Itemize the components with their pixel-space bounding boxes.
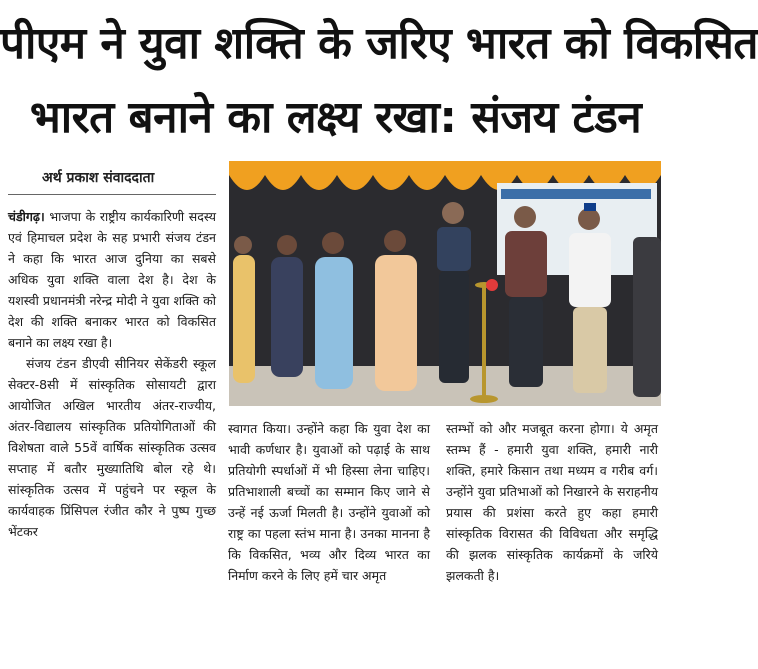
paragraph-1-text: भाजपा के राष्ट्रीय कार्यकारिणी सदस्य एवं हिमाचल प्रदेश के सह प्रभारी संजय टंडन ने कहा कि भारत आज दुनिया का सबसे अधिक युवा शक्ति वाला देश है। देश के यशस्वी प्रधानमंत्री नरेन्द्र मोदी ने युवा शक्ति को देश की शक्ति बनाकर भारत को विकसित बनाने का लक्ष्य रखा है। <box>8 209 216 350</box>
byline-divider <box>8 194 216 195</box>
paragraph-4: स्तम्भों को और मजबूत करना होगा। ये अमृत स्तम्भ हैं - हमारी युवा शक्ति, हमारी नारी शक्ति, हमारे किसान तथा मध्यम व गरीब वर्ग। उन्होंने युवा प्रतिभाओं को निखारने के सराहनीय प्रयास की प्रशंसा करते हुए कहा हमारी सांस्कृतिक विरासत की विविधता और समृद्धि की झलक सांस्कृतिक कार्यक्रमों के जरिये झलकती है। <box>446 421 658 583</box>
person-6 <box>505 206 547 387</box>
dateline: चंडीगढ़। <box>8 209 45 224</box>
event-photo-illustration <box>229 161 661 406</box>
headline-line-1: पीएम ने युवा शक्ति के जरिए भारत को विकसित <box>0 18 758 69</box>
paragraph-2: संजय टंडन डीएवी सीनियर सेकेंडरी स्कूल सेक्टर-8सी में सांस्कृतिक सोसायटी द्वारा आयोजित अखिल भारतीय अंतर-राज्यीय, अंतर-विद्यालय सांस्कृतिक प्रतियोगिताओं की विशेषता वाले 55वें वार्षिक सांस्कृतिक उत्सव सप्ताह में बतौर मुख्यातिथि बोल रहे थे। सांस्कृतिक उत्सव में पहुंचने पर स्कूल के कार्यवाहक प्रिंसिपल रंजीत कौर ने पुष्प गुच्छ भेंटकर <box>8 356 216 539</box>
article-column-2 <box>228 418 430 586</box>
person-8 <box>633 237 661 397</box>
paragraph-1 <box>8 206 216 353</box>
person-1 <box>233 236 255 383</box>
paragraph-3: स्वागत किया। उन्होंने कहा कि युवा देश का भावी कर्णधार है। युवाओं को पढ़ाई के साथ प्रतियोगी स्पर्धाओं में भी हिस्सा लेना चाहिए। प्रतिभाशाली बच्चों का सम्मान किए जाने से उन्हें नई ऊर्जा मिलती है। उन्होंने युवाओं को राष्ट्र का पहला स्तंभ माना है। उनका मानना है कि विकसित, भव्य और दिव्य भारत का निर्माण करने के लिए हमें चार अमृत <box>228 421 430 583</box>
banner-stripe <box>501 189 651 199</box>
headline-line-2: भारत बनाने का लक्ष्य रखा: संजय टंडन <box>29 92 642 143</box>
article-column-3 <box>446 418 658 586</box>
article-column-1 <box>8 206 216 542</box>
byline: अर्थ प्रकाश संवाददाता <box>42 170 155 186</box>
person-5 <box>437 202 471 383</box>
event-photo <box>229 161 661 406</box>
